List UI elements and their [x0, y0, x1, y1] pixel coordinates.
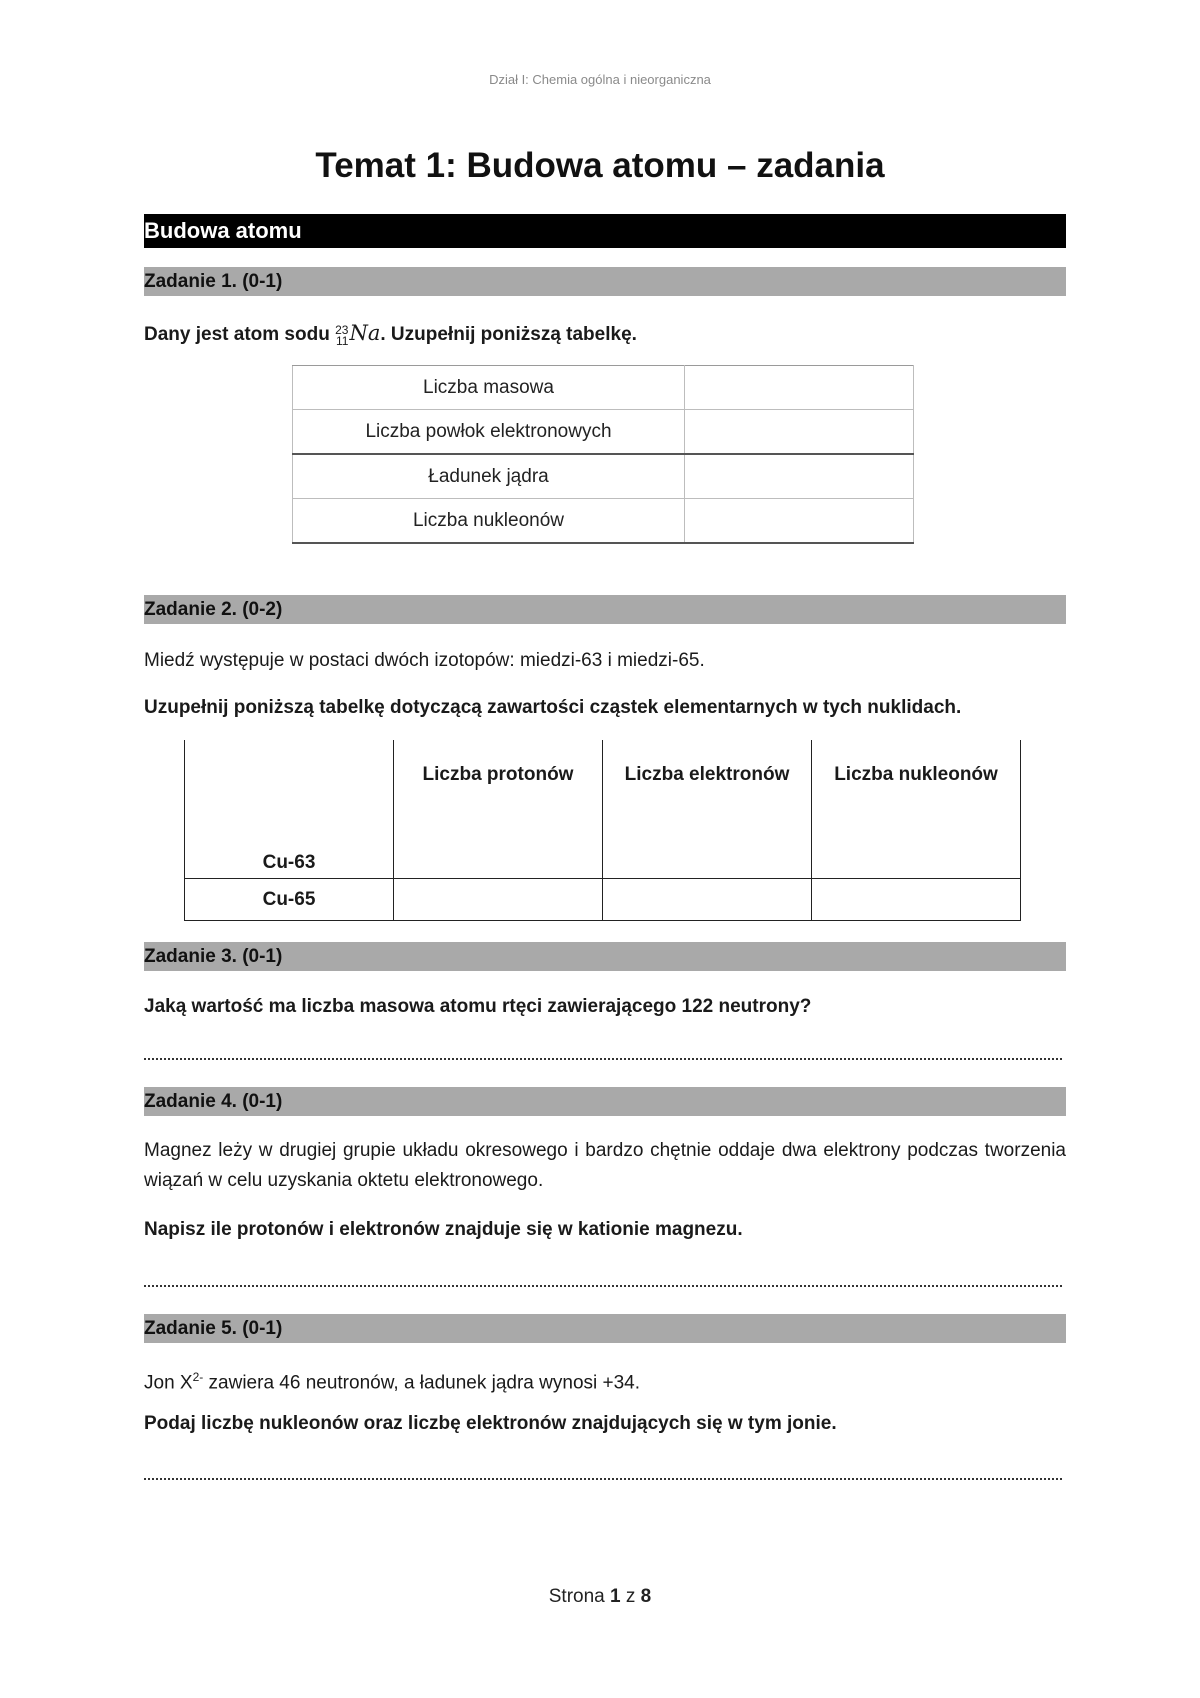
table-row: [293, 454, 914, 499]
table-row: [293, 410, 914, 455]
task5-text-after: zawiera 46 neutronów, a ładunek jądra wynosi +34.: [203, 1372, 641, 1394]
task2-heading: Zadanie 2. (0-2): [144, 595, 1066, 624]
answer-line[interactable]: [144, 1476, 1062, 1480]
answer-cell[interactable]: [685, 499, 914, 544]
answer-cell[interactable]: [685, 454, 914, 499]
task1-heading: Zadanie 1. (0-1): [144, 267, 1066, 296]
answer-cell[interactable]: [685, 366, 914, 410]
footer-label: Strona: [548, 1586, 605, 1607]
task2-table: [184, 740, 1021, 921]
task1-intro-after: . Uzupełnij poniższą tabelkę.: [380, 324, 637, 345]
row-label: Liczba nukleonów: [293, 499, 685, 544]
row-label: Liczba powłok elektronowych: [293, 410, 685, 455]
footer-separator: z: [625, 1586, 636, 1607]
page-total: 8: [640, 1586, 652, 1607]
task2-instruction: Uzupełnij poniższą tabelkę dotyczącą zawartości cząstek elementarnych w tych nuklidach.: [144, 697, 962, 718]
answer-cell[interactable]: [812, 879, 1021, 921]
isotope-atomic-number: 11: [336, 334, 349, 348]
answer-line[interactable]: [144, 1056, 1062, 1060]
task1-intro: [144, 318, 1066, 350]
answer-cell[interactable]: [685, 410, 914, 455]
answer-cell[interactable]: [603, 879, 812, 921]
table-row: [293, 499, 914, 544]
section-heading: Budowa atomu: [144, 214, 1066, 248]
running-header: Dział I: Chemia ogólna i nieorganiczna: [489, 72, 711, 87]
task4-question: Napisz ile protonów i elektronów znajduje się w kationie magnezu.: [144, 1219, 743, 1240]
page-footer: [0, 1586, 1200, 1608]
table-row: [185, 879, 1021, 921]
isotope-scripts: [335, 325, 348, 347]
row-label: Cu-65: [185, 879, 394, 921]
isotope-symbol: Na: [349, 321, 381, 345]
page-title: Temat 1: Budowa atomu – zadania: [315, 146, 885, 185]
ion-charge: 2-: [192, 1370, 204, 1384]
row-label: Liczba masowa: [293, 366, 685, 410]
task5-text: [144, 1362, 1066, 1398]
task5-question: Podaj liczbę nukleonów oraz liczbę elektronów znajdujących się w tym jonie.: [144, 1413, 837, 1434]
column-header: Liczba nukleonów: [812, 740, 1021, 879]
task2-text: Miedź występuje w postaci dwóch izotopów: miedzi-63 i miedzi-65.: [144, 650, 705, 671]
answer-cell[interactable]: [394, 879, 603, 921]
task1-intro-before: Dany jest atom sodu: [144, 324, 336, 345]
task5-heading: Zadanie 5. (0-1): [144, 1314, 1066, 1343]
task1-table: [292, 365, 914, 544]
task3-question: Jaką wartość ma liczba masowa atomu rtęci zawierającego 122 neutrony?: [144, 996, 812, 1017]
row-label: Ładunek jądra: [293, 454, 685, 499]
table-header-row: [185, 740, 1021, 879]
column-header: Liczba elektronów: [603, 740, 812, 879]
task4-text: Magnez leży w drugiej grupie układu okresowego i bardzo chętnie oddaje dwa elektrony podczas tworzenia wiązań w celu uzyskania oktetu elektronowego.: [144, 1140, 1066, 1191]
table-row: [293, 366, 914, 410]
isotope-mass-number: 23: [335, 323, 349, 337]
task3-heading: Zadanie 3. (0-1): [144, 942, 1066, 971]
task4-heading: Zadanie 4. (0-1): [144, 1087, 1066, 1116]
row-label: Cu-63: [185, 740, 394, 879]
answer-line[interactable]: [144, 1283, 1062, 1287]
task5-text-before: Jon X: [144, 1372, 193, 1394]
column-header: Liczba protonów: [394, 740, 603, 879]
page-number: 1: [610, 1586, 621, 1607]
